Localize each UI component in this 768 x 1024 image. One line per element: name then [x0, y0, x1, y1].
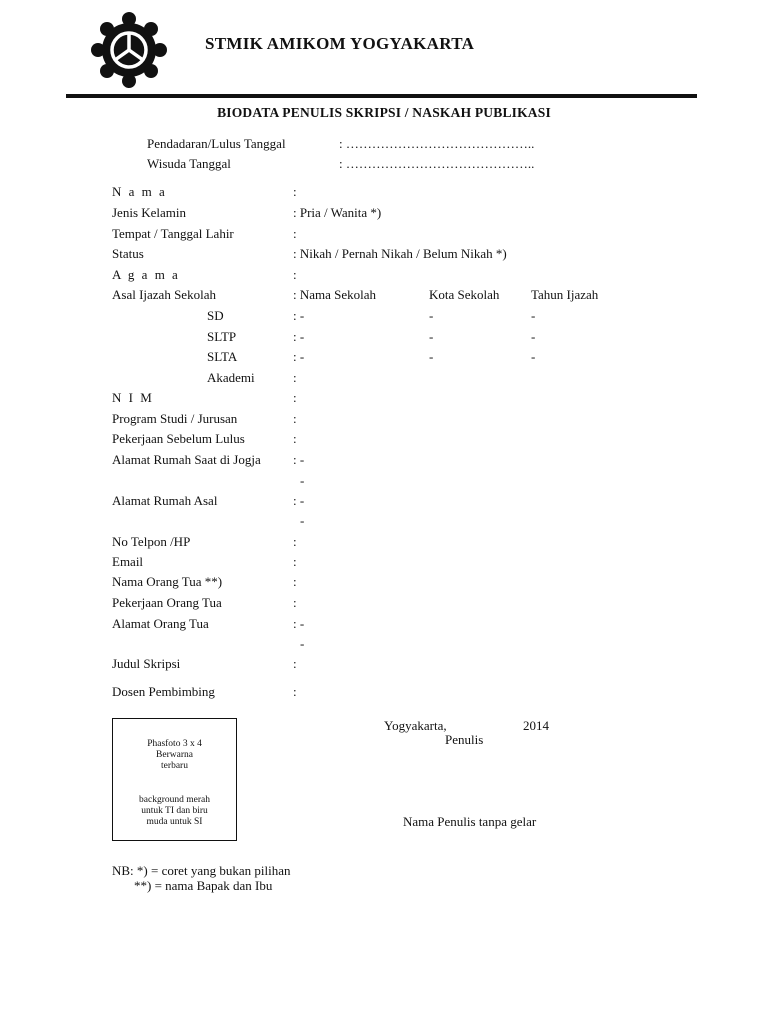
school-tahun: - [531, 308, 536, 323]
photo-line: Phasfoto 3 x 4 [147, 739, 202, 749]
note-1: NB: *) = coret yang bukan pilihan [112, 863, 291, 878]
photo-line: terbaru [161, 761, 188, 771]
nama-label: N a m a [112, 184, 167, 199]
alamat-asal-value: : - [293, 493, 305, 508]
alamat-ortu-value: : - [293, 616, 305, 631]
signature-year: 2014 [523, 718, 549, 733]
dosen-value: : [293, 684, 297, 699]
alamat-jogja-label: Alamat Rumah Saat di Jogja [112, 452, 261, 467]
school-level: Akademi [207, 370, 255, 385]
asal-ijazah-label: Asal Ijazah Sekolah [112, 287, 216, 302]
judul-value: : [293, 656, 297, 671]
judul-label: Judul Skripsi [112, 656, 181, 671]
pendadaran-value: : …………………………………….. [339, 136, 535, 151]
email-value: : [293, 554, 297, 569]
email-label: Email [112, 554, 144, 569]
school-tahun: - [531, 329, 536, 344]
ttl-label: Tempat / Tanggal Lahir [112, 226, 234, 241]
photo-box [112, 718, 237, 841]
status-value: : Nikah / Pernah Nikah / Belum Nikah *) [293, 246, 507, 261]
signature-place: Yogyakarta, [384, 718, 447, 733]
alamat-jogja-value: : - [293, 452, 305, 467]
signature-name-hint: Nama Penulis tanpa gelar [403, 814, 537, 829]
school-level: SLTP [207, 329, 237, 344]
school-kota: - [429, 349, 434, 364]
nama-ortu-label: Nama Orang Tua **) [112, 574, 223, 589]
agama-label: A g a m a [112, 267, 180, 282]
pendadaran-label: Pendadaran/Lulus Tanggal [147, 136, 286, 151]
school-kota: - [429, 308, 434, 323]
school-tahun: - [531, 349, 536, 364]
alamat-asal-value-2: - [300, 513, 305, 528]
nim-value: : [293, 390, 297, 405]
note-2: **) = nama Bapak dan Ibu [134, 878, 273, 893]
kota-sekolah-header: Kota Sekolah [429, 287, 500, 302]
photo-line: Berwarna [156, 750, 193, 760]
jenis-kelamin-value: : Pria / Wanita *) [293, 205, 382, 220]
pekerjaan-sebelum-value: : [293, 431, 297, 446]
pekerjaan-ortu-value: : [293, 595, 297, 610]
prodi-label: Program Studi / Jurusan [112, 411, 238, 426]
photo-line: muda untuk SI [146, 817, 203, 827]
alamat-asal-label: Alamat Rumah Asal [112, 493, 218, 508]
wisuda-value: : …………………………………….. [339, 156, 535, 171]
alamat-ortu-value-2: - [300, 636, 305, 651]
school-nama: : - [293, 329, 305, 344]
amikom-logo [88, 12, 170, 88]
prodi-value: : [293, 411, 297, 426]
alamat-ortu-label: Alamat Orang Tua [112, 616, 209, 631]
form-title: BIODATA PENULIS SKRIPSI / NASKAH PUBLIKASI [217, 105, 551, 120]
school-level: SD [207, 308, 224, 323]
pekerjaan-ortu-label: Pekerjaan Orang Tua [112, 595, 222, 610]
photo-line: untuk TI dan biru [141, 806, 208, 816]
agama-value: : [293, 267, 297, 282]
school-kota: - [429, 329, 434, 344]
ttl-value: : [293, 226, 297, 241]
pekerjaan-sebelum-label: Pekerjaan Sebelum Lulus [112, 431, 245, 446]
jenis-kelamin-label: Jenis Kelamin [112, 205, 187, 220]
signature-role: Penulis [445, 732, 484, 747]
school-level: SLTA [207, 349, 238, 364]
school-nama: : [293, 370, 297, 385]
nama-value: : [293, 184, 297, 199]
tahun-ijazah-header: Tahun Ijazah [531, 287, 599, 302]
nama-sekolah-header: : Nama Sekolah [293, 287, 377, 302]
wisuda-label: Wisuda Tanggal [147, 156, 231, 171]
institution-name: STMIK AMIKOM YOGYAKARTA [205, 34, 475, 53]
photo-line: background merah [139, 795, 210, 805]
school-nama: : - [293, 349, 305, 364]
school-nama: : - [293, 308, 305, 323]
telpon-label: No Telpon /HP [112, 534, 191, 549]
alamat-jogja-value-2: - [300, 473, 305, 488]
status-label: Status [112, 246, 144, 261]
dosen-label: Dosen Pembimbing [112, 684, 215, 699]
nim-label: N I M [112, 390, 154, 405]
telpon-value: : [293, 534, 297, 549]
header-rule [66, 94, 697, 98]
nama-ortu-value: : [293, 574, 297, 589]
